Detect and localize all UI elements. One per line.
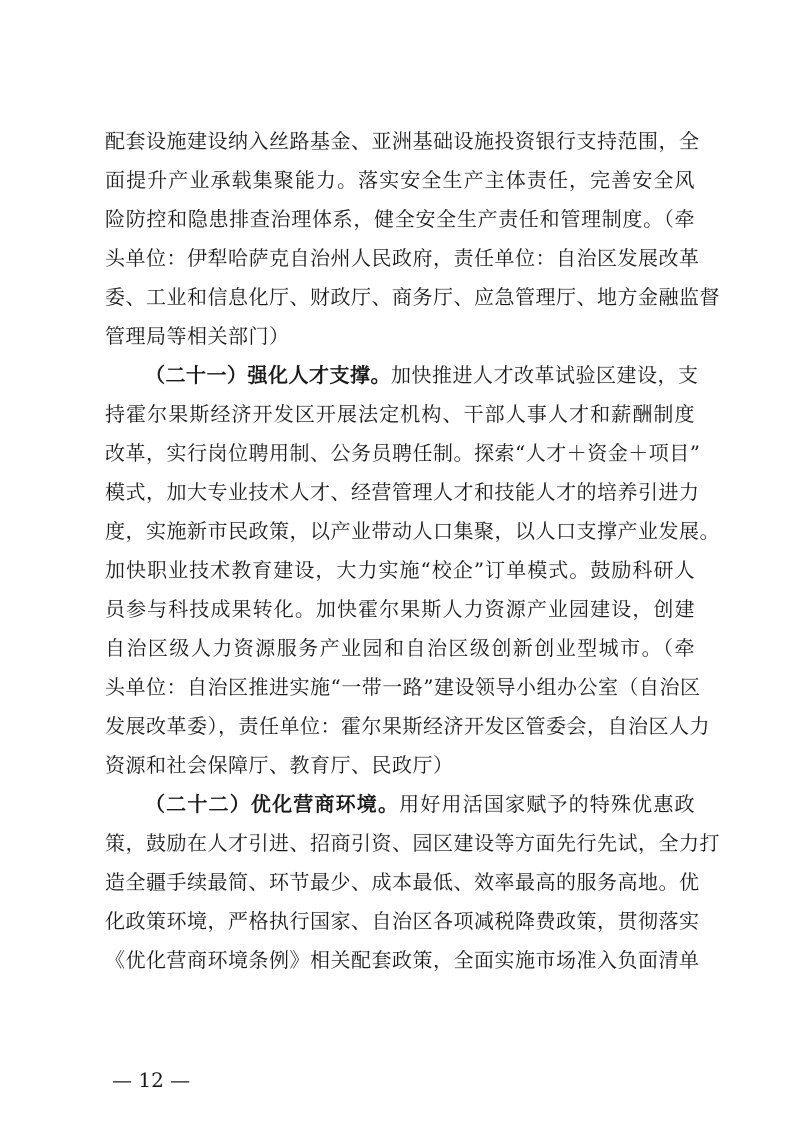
text-line: 自治区级人力资源服务产业园和自治区级创新创业型城市。（牵 xyxy=(105,636,695,660)
section-22-text: 用好用活国家赋予的特殊优惠政 xyxy=(399,792,696,816)
text-line: 头单位：自治区推进实施“一带一路”建设领导小组办公室（自治区 xyxy=(105,675,701,699)
page-number: — 12 — xyxy=(112,1068,191,1092)
section-21-heading: （二十一）强化人才支撑。 xyxy=(145,363,391,387)
text-line: 资源和社会保障厅、教育厅、民政厅） xyxy=(105,753,454,777)
text-line: 度，实施新市民政策，以产业带动人口集聚，以人口支撑产业发展。 xyxy=(105,519,720,543)
text-line: 化政策环境，严格执行国家、自治区各项减税降费政策，贯彻落实 xyxy=(105,909,700,933)
section-22-first-line xyxy=(145,787,695,821)
text-line: 管理局等相关部门） xyxy=(105,324,290,348)
text-line: 改革，实行岗位聘用制、公务员聘任制。探索“人才＋资金＋项目” xyxy=(105,441,701,465)
text-line: 《优化营商环境条例》相关配套政策，全面实施市场准入负面清单 xyxy=(105,948,700,972)
section-22-heading: （二十二）优化营商环境。 xyxy=(145,792,400,816)
text-line: 配套设施建设纳入丝路基金、亚洲基础设施投资银行支持范围，全 xyxy=(105,129,700,153)
text-line: 造全疆手续最简、环节最少、成本最低、效率最高的服务高地。优 xyxy=(105,870,700,894)
text-line: 险防控和隐患排查治理体系，健全安全生产责任和管理制度。（牵 xyxy=(105,207,695,231)
section-21-first-line xyxy=(145,358,699,392)
text-line: 面提升产业承载集聚能力。落实安全生产主体责任，完善安全风 xyxy=(105,168,695,192)
text-line: 模式，加大专业技术人才、经营管理人才和技能人才的培养引进力 xyxy=(105,480,700,504)
text-line: 员参与科技成果转化。加快霍尔果斯人力资源产业园建设，创建 xyxy=(105,597,695,621)
text-line: 头单位：伊犁哈萨克自治州人民政府，责任单位：自治区发展改革 xyxy=(105,246,700,270)
section-21-text: 加快推进人才改革试验区建设，支 xyxy=(391,363,699,387)
text-line: 委、工业和信息化厅、财政厅、商务厅、应急管理厅、地方金融监督 xyxy=(105,285,720,309)
text-line: 策，鼓励在人才引进、招商引资、园区建设等方面先行先试，全力打 xyxy=(105,831,720,855)
text-line: 持霍尔果斯经济开发区开展法定机构、干部人事人才和薪酬制度 xyxy=(105,402,695,426)
text-line: 加快职业技术教育建设，大力实施“校企”订单模式。鼓励科研人 xyxy=(105,558,695,582)
text-line: 发展改革委），责任单位：霍尔果斯经济开发区管委会，自治区人力 xyxy=(105,714,710,738)
